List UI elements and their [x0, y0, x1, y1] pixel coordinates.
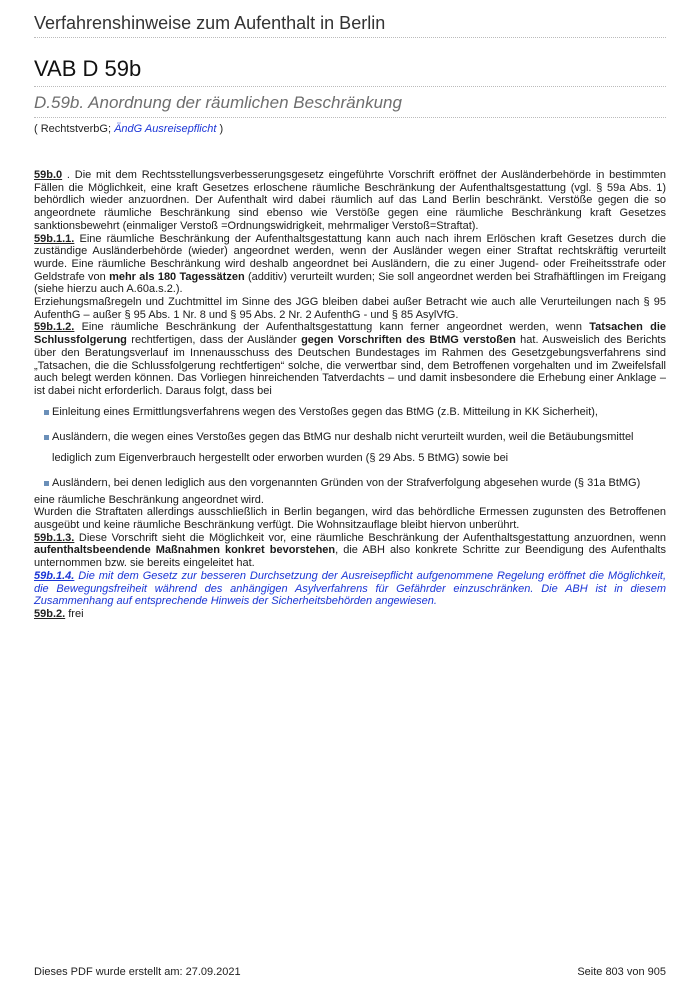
header-divider [34, 37, 666, 38]
paragraph-59b-1-4 [34, 570, 666, 608]
section-number[interactable]: 59b.2. [34, 607, 66, 620]
emphasis-text: Tatsachen die Schlussfolgerung [34, 321, 666, 347]
paragraph-59b-0 [34, 169, 666, 233]
paragraph-59b-1-2-note: Wurden die Straftaten allerdings ausschließlich in Berlin begangen, wird das behördliche Ermessen zugunsten des Betroffenen ausgeübt und keine räumliche Beschränkung verfügt. Die Wohnsitzauflage bleibt hiervon unberührt. [34, 506, 666, 532]
page-title: VAB D 59b [34, 56, 142, 81]
list-item-text: Ausländern, bei denen lediglich aus den vorgenannten Gründen von der Strafverfolgung abgesehen wurde (§ 31a BtMG) [52, 476, 641, 489]
list-item-text: Ausländern, die wegen eines Verstoßes gegen das BtMG nur deshalb nicht verurteilt wurden, weil die Betäubungsmittel lediglich zum Eigenverbrauch hergestellt oder erworben wurden (§ 29 Abs. 5 BtMG) sowie bei [52, 430, 634, 464]
paragraph-59b-1-1 [34, 233, 666, 297]
legal-references [34, 123, 223, 135]
document-body [34, 169, 666, 621]
emphasis-text: gegen Vorschriften des BtMG verstoßen [301, 334, 516, 347]
section-number[interactable]: 59b.1.2. [34, 321, 75, 334]
paragraph-text: Die mit dem Gesetz zur besseren Durchsetzung der Ausreisepflicht aufgenommene Regelung eröffnet die Möglichkeit, die Bewegungsfreiheit während des anhängigen Asylverfahrens für Gefährder einzuschränken. Die ABH ist in diesem Zusammenhang auf entsprechende Hinweis der Sicherheitsbehörden angewiesen. [34, 569, 666, 608]
list-item [34, 473, 666, 494]
bullet-square-icon [44, 410, 49, 415]
paragraph-text: Eine räumliche Beschränkung der Aufenthaltsgestattung kann auch nach ihrem Erlöschen kraft Gesetzes durch die zuständige Ausländerbehörde (wieder) angeordnet werden, wenn der Ausländer wegen einer Straftat rechtskräftig verurteilt wurde. Eine räumliche Beschränkung wird deshalb angeordnet bei Ausländern, die zu einer Jugend- oder Freiheitsstrafe oder Geldstrafe von [34, 232, 666, 283]
bullet-square-icon [44, 481, 49, 486]
paragraph-text: , die ABH also konkrete Schritte zur Beendigung des Aufenthalts unternommen bzw. sie bereits eingeleitet hat. [34, 544, 666, 570]
list-item [34, 427, 666, 469]
emphasis-text: mehr als 180 Tagessätzen [109, 270, 245, 283]
document-header: Verfahrenshinweise zum Aufenthalt in Berlin [34, 13, 386, 33]
footer-page-number: Seite 803 von 905 [577, 966, 666, 978]
section-number[interactable]: 59b.1.4. [34, 569, 75, 582]
title-divider [34, 86, 666, 87]
refs-open-text: ( RechtstverbG; [34, 123, 115, 135]
paragraph-59b-2 [34, 608, 666, 621]
paragraph-text: rechtfertigen, dass der Ausländer [126, 334, 302, 347]
paragraph-text: hat. Ausweislich des Berichts über den Beratungsverlauf im Innenausschuss des Deutschen Bundestages im Rahmen des Gesetzgebungsverfahrens sind „Tatsachen, die die Schlussfolgerung rechtfertigen“ solche, die verwertbar sind, dem Betroffenen vorgehalten und im Zweifelsfall auch belegt werden können. Das Vorliegen hinreichenden Tatverdachts – und damit insbesondere die Erhebung einer Anklage – ist dabei nicht erforderlich. Daraus folgt, dass bei [34, 334, 666, 397]
section-number[interactable]: 59b.1.3. [34, 531, 75, 544]
paragraph-59b-1-1-cont: Erziehungsmaßregeln und Zuchtmittel im Sinne des JGG bleiben dabei außer Betracht wie auch alle Verurteilungen nach § 95 AufenthG – außer § 95 Abs. 1 Nr. 8 und § 95 Abs. 2 Nr. 2 AufenthG - und § 85 AsylVfG. [34, 296, 666, 321]
bullet-list [34, 402, 666, 494]
subtitle-divider [34, 117, 666, 118]
paragraph-text: Diese Vorschrift sieht die Möglichkeit vor, eine räumliche Beschränkung der Aufenthaltsgestattung anzuordnen, wenn [74, 531, 666, 544]
paragraph-59b-1-3 [34, 532, 666, 570]
list-item-text: Einleitung eines Ermittlungsverfahrens wegen des Verstoßes gegen das BtMG (z.B. Mitteilung in KK Sicherheit), [52, 405, 598, 418]
paragraph-text: (additiv) verurteilt wurden; Sie soll angeordnet werden bei Strafhäftlingen im Freigang (siehe hierzu auch A.60a.s.2.). [34, 270, 667, 296]
section-number[interactable]: 59b.1.1. [34, 232, 75, 245]
footer-created-date: Dieses PDF wurde erstellt am: 27.09.2021 [34, 966, 241, 978]
paragraph-text: Eine räumliche Beschränkung der Aufenthaltsgestattung kann ferner angeordnet werden, wenn [74, 321, 590, 334]
emphasis-text: aufenthaltsbeendende Maßnahmen konkret bevorstehen [34, 544, 336, 557]
paragraph-59b-1-2-cont: eine räumliche Beschränkung angeordnet wird. [34, 493, 264, 506]
list-item [34, 402, 666, 423]
paragraph-59b-1-2 [34, 321, 666, 397]
bullet-square-icon [44, 435, 49, 440]
section-subtitle: D.59b. Anordnung der räumlichen Beschränkung [34, 93, 402, 112]
amendment-link[interactable]: ÄndG Ausreisepflicht [114, 123, 217, 135]
section-number[interactable]: 59b.0 [34, 169, 63, 181]
paragraph-text: . Die mit dem Rechtsstellungsverbesserungsgesetz eingeführte Vorschrift eröffnet der Ausländerbehörde in bestimmten Fällen die Möglichkeit, eine kraft Gesetzes erloschene räumliche Beschränkung der Aufenthaltsgestattung (vgl. § 59a Abs. 1) behördlich wieder anzuordnen. Der Aufenthalt wird dabei räumlich auf das Land Berlin beschränkt. Verstöße gegen die so angeordnete räumliche Beschränkung sind ebenso wie Verstöße gegen eine räumliche Beschränkung kraft Gesetzes sanktionsbewehrt (einmaliger Verstoß =Ordnungswidrigkeit, mehrmaliger Verstoß=Straftat). [34, 169, 666, 232]
paragraph-text: frei [65, 607, 84, 620]
refs-close-text: ) [216, 123, 224, 135]
